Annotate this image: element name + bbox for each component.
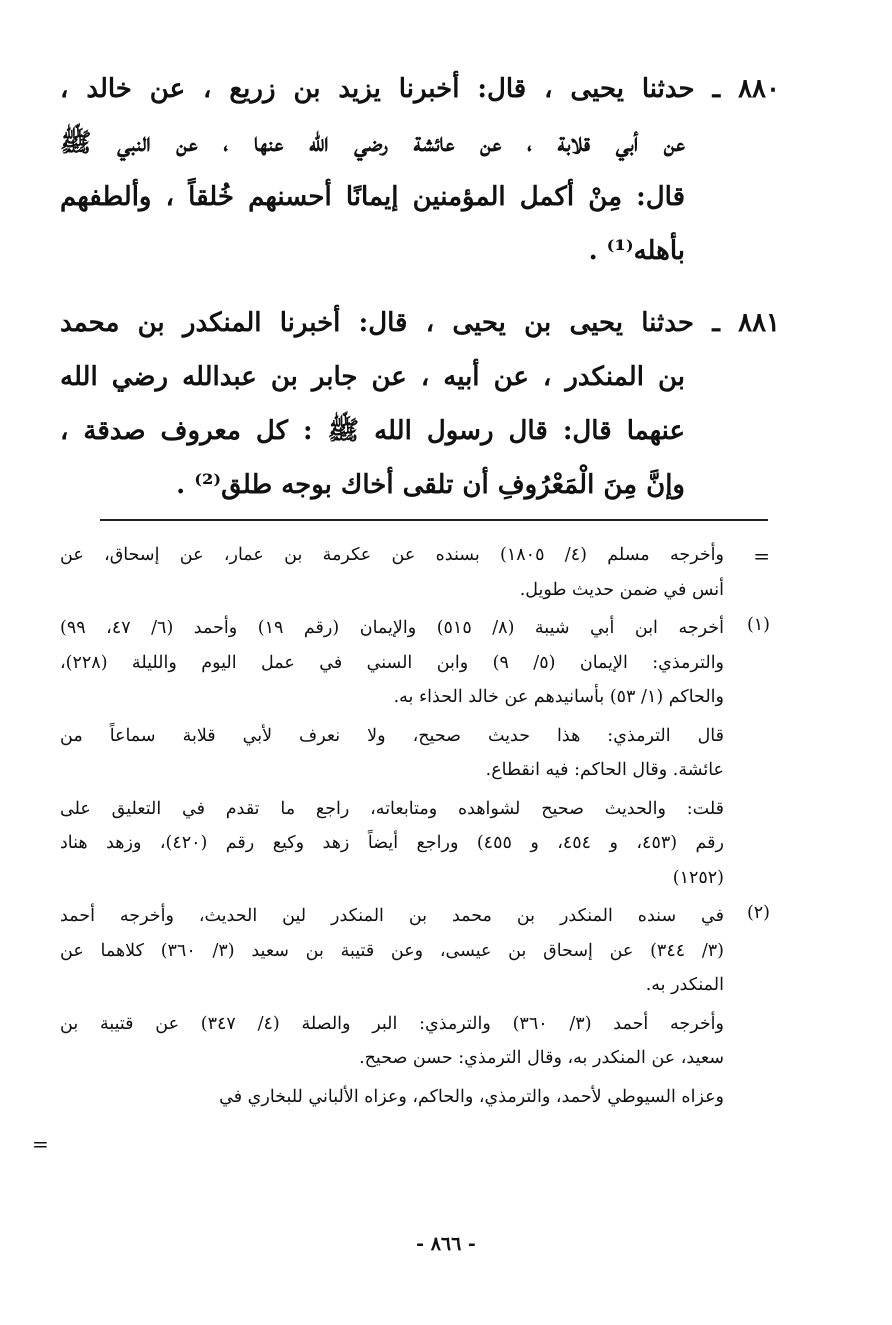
hadith-line: بن المنكدر ، عن أبيه ، عن جابر بن عبدالله رضي الله	[60, 362, 685, 392]
hadith-line: ٨٨١ ـ حدثنا يحيى بن يحيى ، قال: أخبرنا المنكدر بن محمد	[60, 308, 781, 338]
hadith-line: قال: مِنْ أكمل المؤمنين إيمانًا أحسنهم خُلقاً ، وألطفهم	[60, 182, 685, 212]
footnote-line: سعيد، عن المنكدر به، وقال الترمذي: حسن صحيح.	[359, 1048, 724, 1068]
footnote-line: والحاكم (١/ ٥٣) بأسانيدهم عن خالد الحذاء به.	[393, 687, 724, 707]
footnote-marker: (١)	[746, 615, 770, 635]
footnote-line: في سنده المنكدر بن محمد بن المنكدر لين الحديث، وأخرجه أحمد	[60, 906, 724, 926]
hadith-880	[60, 62, 780, 278]
page-number: - ٨٦٦ -	[416, 1233, 476, 1255]
footnote-line: قلت: والحديث صحيح لشواهده ومتابعاته، راجع ما تقدم في التعليق على	[60, 798, 724, 819]
footnote-line: (٣/ ٣٤٤) عن إسحاق بن عيسى، وعن قتيبة بن سعيد (٣/ ٣٦٠) كلاهما عن	[60, 940, 724, 961]
footnote-line: أنس في ضمن حديث طويل.	[519, 579, 724, 600]
hadith-number: ٨٨٠ ـ	[712, 74, 780, 104]
continuation-end-mark: =	[32, 1132, 49, 1156]
footnote-line: عائشة. وقال الحاكم: فيه انقطاع.	[485, 760, 724, 780]
hadith-line: عن أبي قلابة ، عن عائشة رضي الله عنها ، عن النبي ﷺ	[60, 128, 685, 158]
footnote-line: رقم (٤٥٣، و ٤٥٤، و ٤٥٥) وراجع أيضاً زهد وكيع رقم (٤٢٠)، وزهد هناد	[60, 833, 724, 853]
footnote-1	[60, 611, 770, 895]
hadith-881	[60, 296, 780, 512]
footnote-line: وأخرجه مسلم (٤/ ١٨٠٥) بسنده عن عكرمة بن عمار، عن إسحاق، عن	[60, 545, 724, 565]
footnote-2	[60, 899, 770, 1114]
footnote-marker: (٢)	[746, 903, 770, 923]
footnote-line: (١٢٥٢)	[672, 867, 724, 888]
footnotes	[32, 538, 770, 1156]
footnote-line: والترمذي: الإيمان (٥/ ٩) وابن السني في عمل اليوم والليلة (٢٢٨)،	[60, 652, 725, 673]
hadith-line: ٨٨٠ ـ حدثنا يحيى ، قال: أخبرنا يزيد بن زريع ، عن خالد ،	[60, 74, 780, 104]
continuation-mark: =	[753, 544, 770, 568]
footnote-line: أخرجه ابن أبي شيبة (٨/ ٥١٥) والإيمان (رقم ١٩) وأحمد (٦/ ٤٧، ٩٩)	[60, 618, 724, 638]
footnote-line: وأخرجه أحمد (٣/ ٣٦٠) والترمذي: البر والصلة (٤/ ٣٤٧) عن قتيبة بن	[60, 1013, 724, 1034]
footnote-line: المنكدر به.	[645, 975, 724, 995]
hadith-line: بأهله⁽¹⁾ .	[588, 236, 685, 266]
hadith-number: ٨٨١ ـ	[712, 308, 781, 338]
footnote-line: قال الترمذي: هذا حديث صحيح، ولا نعرف لأبي قلابة سماعاً من	[60, 725, 724, 746]
footnote-separator	[100, 519, 768, 521]
hadith-line: وإنَّ مِنَ الْمَعْرُوفِ أن تلقى أخاك بوجه طلق⁽²⁾ .	[176, 470, 685, 500]
hadith-line: عنهما قال: قال رسول الله ﷺ : كل معروف صدقة ،	[60, 416, 685, 446]
footnote-line: وعزاه السيوطي لأحمد، والترمذي، والحاكم، وعزاه الألباني للبخاري في	[219, 1086, 724, 1107]
